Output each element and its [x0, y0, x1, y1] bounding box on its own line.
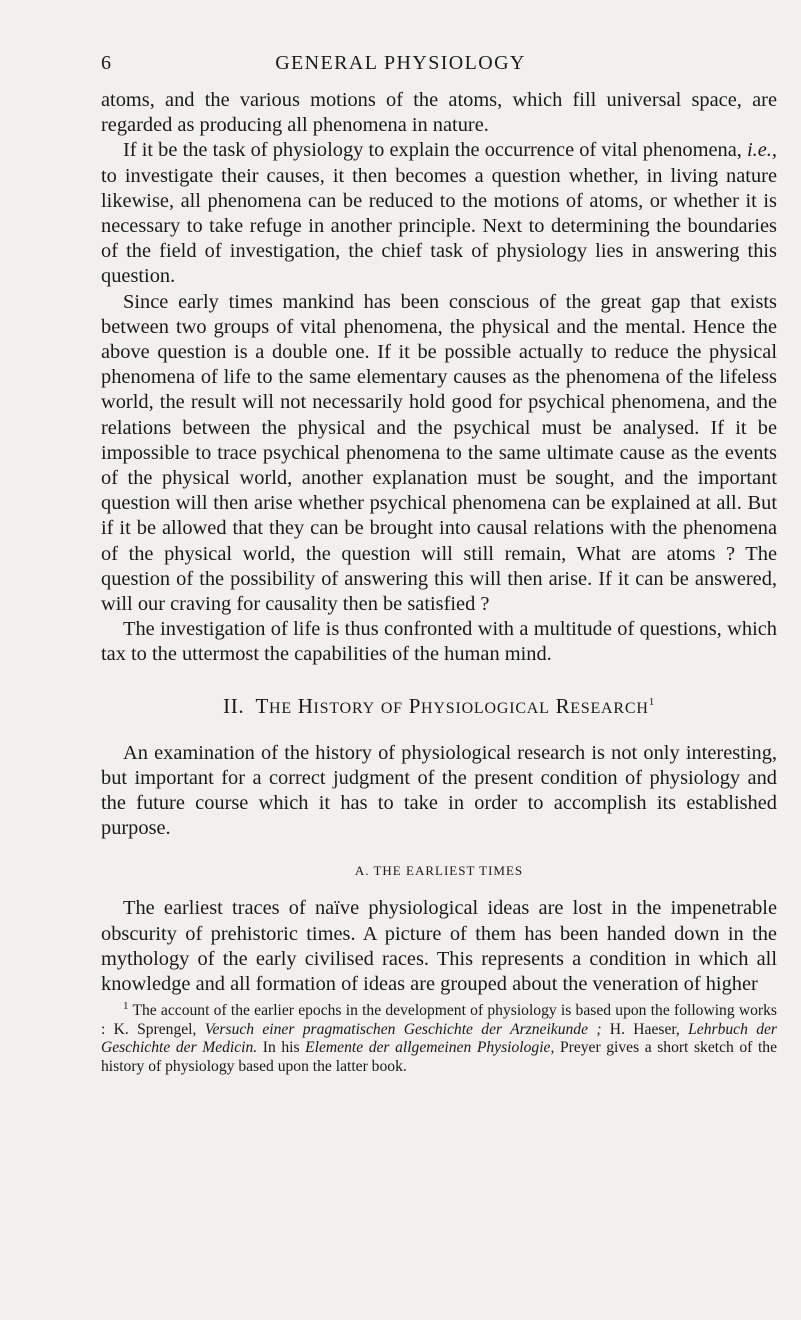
footnote-marker: 1: [648, 695, 655, 708]
page-header: [0, 52, 801, 82]
footnote: $^1$ The account of the earlier epochs in the development of physiology is based upon the following works : K. Sprengel, Versuch einer pragmatischen Geschichte der Arzneikunde ; H. Haeser, Lehrbuch der Geschichte der Medicin. In his Elemente der allgemeinen Physiologie, Preyer gives a short sketch of the history of physiology based upon the latter book.: [101, 1000, 777, 1076]
page-body: [101, 88, 777, 1077]
page-number: 6: [101, 52, 111, 74]
paragraph: Since early times mankind has been conscious of the great gap that exists between two groups of vital phenomena, the physical and the mental. Hence the above question is a double one. If it be possible actually to reduce the physical phenomena of life to the same elementary causes as the phenomena of the lifeless world, the result will not necessarily hold good for psychical phenomena, and the relations between the physical and the psychical must be analysed. If it be impossible to trace psychical phenomena to the same ultimate cause as the events of the physical world, another explanation must be sought, and the important question will then arise whether psychical phenomena can be explained at all. But if it be allowed that they can be brought into causal relations with the phenomena of the physical world, the question will still remain, What are atoms ? The question of the possibility of answering this will then arise. If it can be answered, will our craving for causality then be satisfied ?: [101, 290, 777, 616]
subsection-heading: A. THE EARLIEST TIMES: [354, 863, 524, 879]
paragraph: The earliest traces of naïve physiological ideas are lost in the impenetrable obscurity of prehistoric times. A picture of them has been handed down in the mythology of the early civilised races. This represents a condition in which all knowledge and all formation of ideas are grouped about the veneration of higher: [101, 897, 777, 996]
paragraph: atoms, and the various motions of the atoms, which fill universal space, are regarded as producing all phenomena in nature.: [101, 89, 777, 137]
paragraph: An examination of the history of physiological research is not only interesting, but important for a correct judgment of the present condition of physiology and the future course which it has to take in order to accomplish its established purpose.: [101, 741, 777, 840]
paragraph: The investigation of life is thus confronted with a multitude of questions, which tax to the uttermost the capabilities of the human mind.: [101, 618, 777, 666]
paragraph: If it be the task of physiology to explain the occurrence of vital phenomena, i.e., to investigate their causes, it then becomes a question whether, in living nature likewise, all phenomena can be reduced to the motions of atoms, or whether it is necessary to take refuge in another principle. Next to determining the boundaries of the field of investigation, the chief task of physiology lies in answering this question.: [101, 139, 777, 288]
section-heading: II. THE HISTORY OF PHYSIOLOGICAL RESEARCH$^1$: [223, 693, 655, 718]
running-title: GENERAL PHYSIOLOGY: [275, 52, 526, 74]
